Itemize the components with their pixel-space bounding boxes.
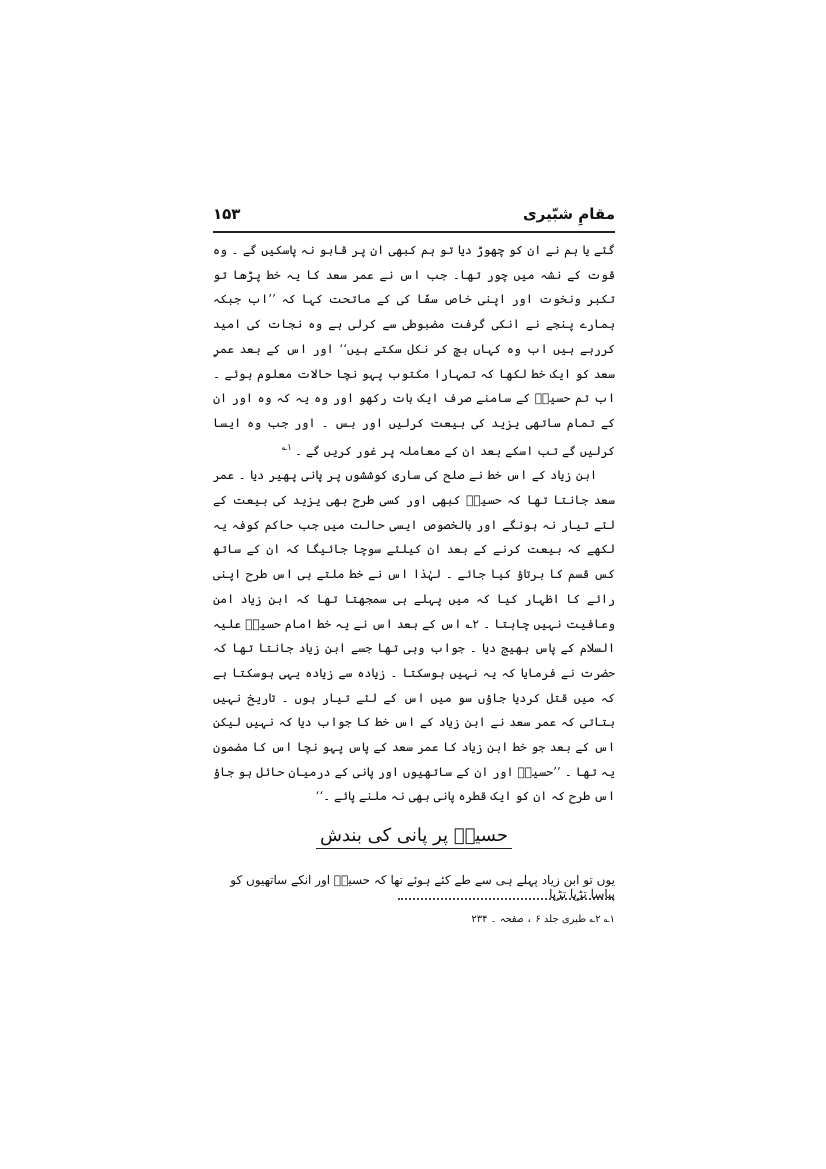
section-heading (213, 825, 615, 849)
footnote-mark: ۱؎ (281, 442, 292, 453)
footnote: ۱؎ ۲؎ طبری جلد ۶ ، صفحہ ۔ ۲۳۴ (471, 914, 615, 925)
running-title: مقامِ شبّیری (522, 205, 615, 223)
body-text (213, 238, 615, 809)
page-header (213, 205, 615, 229)
paragraph-2: ابن زیاد کے اس خط نے صلح کی ساری کوششوں پر پانی پھیر دیا ۔ عمر سعد جانتا تھا کہ حسینؑ کبھی اور کسی طرح بھی یزید کی بیعت کے لئے تیار نہ ہونگے اور بالخصوص ایسی حالت میں جب حاکم کوفہ یہ لکھے کہ بیعت کرنے کے بعد ان کیلئے سوچا جائیگا کہ ان کے ساتھ کس قسم کا برتاؤ کیا جائے ۔ لہٰذا اس نے خط ملتے ہی اس طرح اپنی رائے کا اظہار کیا کہ میں پہلے ہی سمجھتا تھا کہ ابن زیاد امن وعافیت نہیں چاہتا ۔ ۲؎ اس کے بعد اس نے یہ خط امام حسینؑ علیہ السلام کے پاس بھیج دیا ۔ جواب وہی تھا جسے ابن زیاد جانتا تھا کہ حضرت نے فرمایا کہ یہ نہیں ہوسکتا ۔ زیادہ سے زیادہ یہی ہوسکتا ہے کہ میں قتل کردیا جاؤں سو میں اس کے لئے تیار ہوں ۔ تاریخ نہیں بتاتی کہ عمر سعد نے ابن زیاد کے اس خط کا جواب دیا کہ نہیں لیکن اس کے بعد جو خط ابن زیاد کا عمر سعد کے پاس پہو نچا اس کا مضمون یہ تھا ۔ ’’حسینؑ اور ان کے ساتھیوں اور پانی کے درمیان حائل ہو جاؤ اس طرح کہ ان کو ایک قطرہ پانی بھی نہ ملنے پائے ۔‘‘ (213, 468, 616, 804)
paragraph-1-text: گئے یا ہم نے ان کو چھوڑ دیا تو ہم کبھی ان پر قابو نہ پاسکیں گے ۔ وہ قوت کے نشہ میں چور تھا۔ جب اس نے عمر سعد کا یہ خط پڑھا تو تکبر ونخوت اور اپنی خاص سفّا کی کے ماتحت کہا کہ ’’اب جبکہ ہمارے پنجے نے انکی گرفت مضبوطی سے کرلی ہے وہ نجات کی امید کررہے ہیں اب وہ کہاں بچ کر نکل سکتے ہیں‘‘ اور اس کے بعد عمرِ سعد کو ایک خط لکھا کہ تمہارا مکتوب پہو نچا حالات معلوم ہوئے ۔ اب تم حسینؑ کے سامنے صرف ایک بات رکھو اور وہ یہ کہ وہ اور ان کے تمام ساتھی یزید کی بیعت کرلیں اور بس ۔ اور جب وہ ایسا کرلیں گے تب اسکے بعد ان کے معاملہ پر غور کریں گے ۔ (213, 243, 615, 458)
paragraph-1 (213, 238, 615, 463)
page-number: ۱۵۳ (213, 205, 241, 223)
header-rule (213, 231, 615, 233)
footnote-separator (398, 898, 614, 900)
continuation-line: یوں تو ابن زیاد پہلے ہی سے طے کئے ہوئے تھا کہ حسینؑ اور انکے ساتھیوں کو پیاسا تڑپا تڑپا (230, 873, 615, 901)
section-heading-text: حسینؑ پر پانی کی بندش (316, 825, 512, 849)
